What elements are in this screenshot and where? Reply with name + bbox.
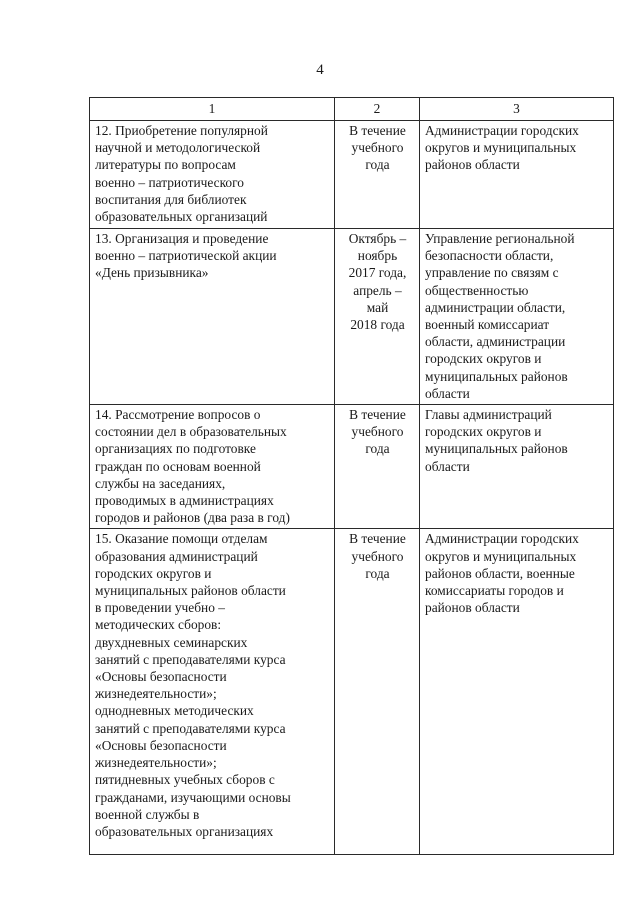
responsible-cell: Главы администраций городских округов и муниципальных районов области — [420, 405, 614, 529]
table-row — [90, 529, 614, 855]
term-cell: В течение учебного года — [335, 405, 420, 529]
responsible-cell: Администрации городских округов и муниципальных районов области — [420, 121, 614, 229]
plan-table — [89, 97, 614, 855]
column-header-2: 2 — [335, 98, 420, 121]
column-header-3: 3 — [420, 98, 614, 121]
responsible-cell: Управление региональной безопасности области, управление по связям с общественностью администрации области, военный комиссариат области, администрации городских округов и муниципальных районов области — [420, 229, 614, 405]
responsible-cell: Администрации городских округов и муниципальных районов области, военные комиссариаты городов и районов области — [420, 529, 614, 855]
activity-cell: 13. Организация и проведение военно – патриотической акции «День призывника» — [90, 229, 335, 405]
table-row — [90, 121, 614, 229]
activity-cell: 15. Оказание помощи отделам образования администраций городских округов и муниципальных районов области в проведении учебно – методических сборов: двухдневных семинарских занятий с преподавателями курса «Основы безопасности жизнедеятельности»; однодневных методических занятий с преподавателями курса «Основы безопасности жизнедеятельности»; пятидневных учебных сборов с гражданами, изучающими основы военной службы в образовательных организациях — [90, 529, 335, 855]
table-row — [90, 229, 614, 405]
term-cell: В течение учебного года — [335, 121, 420, 229]
activity-cell: 12. Приобретение популярной научной и методологической литературы по вопросам военно – патриотического воспитания для библиотек образовательных организаций — [90, 121, 335, 229]
page-number: 4 — [316, 62, 324, 78]
term-cell: Октябрь – ноябрь 2017 года, апрель – май 2018 года — [335, 229, 420, 405]
header-row — [90, 98, 614, 121]
activity-cell: 14. Рассмотрение вопросов о состоянии дел в образовательных организациях по подготовке граждан по основам военной службы на заседаниях, проводимых в администрациях городов и районов (два раза в год) — [90, 405, 335, 529]
term-cell: В течение учебного года — [335, 529, 420, 855]
column-header-1: 1 — [90, 98, 335, 121]
table-row — [90, 405, 614, 529]
